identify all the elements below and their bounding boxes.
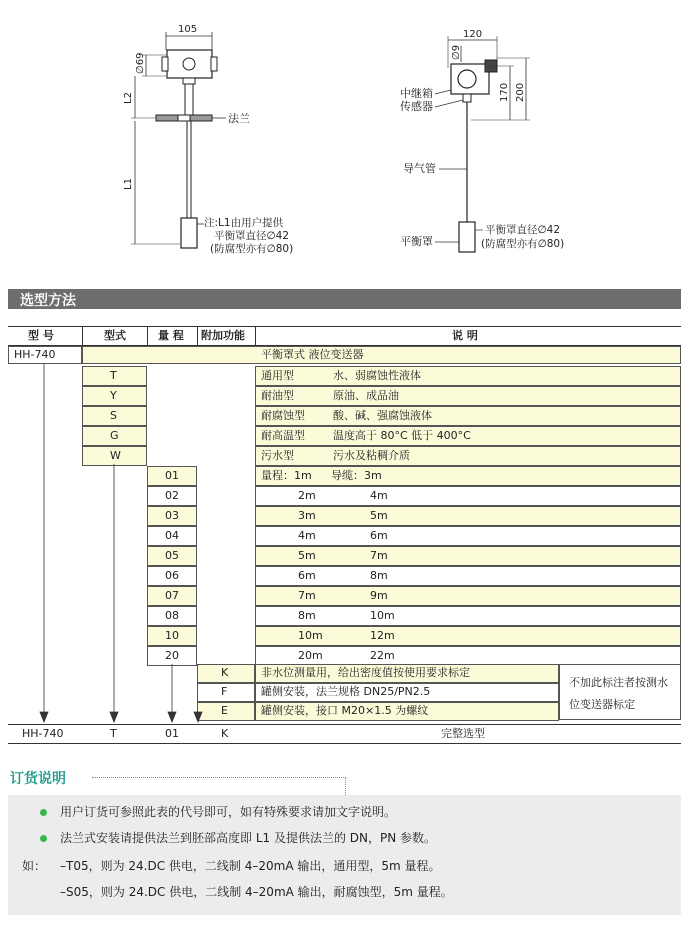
- range-code: 04: [165, 529, 179, 542]
- header-description: 说 明: [452, 329, 478, 342]
- cable-value: 6m: [370, 529, 388, 542]
- type-code: S: [110, 409, 117, 422]
- range-value: 2m: [298, 489, 316, 502]
- example-desc: 完整选型: [441, 727, 485, 740]
- range-value: 8m: [298, 609, 316, 622]
- type-code: G: [110, 429, 119, 442]
- func-desc: 非水位测量用，给出密度值按使用要求标定: [261, 666, 470, 679]
- order-bullet-1: 用户订货可参照此表的代号即可，如有特殊要求请加文字说明。: [60, 805, 397, 819]
- type-code: T: [110, 369, 117, 382]
- cable-value: 9m: [370, 589, 388, 602]
- sensor-label: 传感器: [400, 100, 433, 113]
- left-note-line3: (防腐型亦有∅80): [210, 243, 294, 255]
- type-name: 通用型: [261, 369, 294, 382]
- type-medium: 原油、成品油: [333, 389, 399, 402]
- relay-box-label: 中继箱: [400, 87, 433, 100]
- order-example-prefix: 如：: [22, 859, 47, 873]
- bullet-icon: [40, 835, 47, 842]
- range-value: 7m: [298, 589, 316, 602]
- side-note-line1: 不加此标注者按测水: [569, 676, 668, 689]
- range-code: 08: [165, 609, 179, 622]
- side-note-line2: 位变送器标定: [569, 698, 635, 711]
- left-note-line1: 注:L1由用户提供: [204, 217, 284, 229]
- dim-dia69-label: ∅69: [135, 52, 146, 74]
- dim-l2-label: L2: [123, 92, 134, 104]
- header-model: 型 号: [28, 329, 54, 342]
- func-code: F: [221, 685, 228, 698]
- range-label: 量程：1m: [261, 469, 312, 482]
- right-note-line1: 平衡罩直径∅42: [485, 224, 561, 236]
- range-code: 06: [165, 569, 179, 582]
- func-code: K: [221, 666, 229, 679]
- example-row: [8, 724, 681, 744]
- section-title: 选型方法: [20, 293, 76, 309]
- air-tube-label: 导气管: [403, 162, 436, 175]
- range-value: 4m: [298, 529, 316, 542]
- type-medium: 污水及粘稠介质: [333, 449, 410, 462]
- left-note-line2: 平衡罩直径∅42: [214, 230, 290, 242]
- range-code: 05: [165, 549, 179, 562]
- type-name: 耐油型: [261, 389, 294, 402]
- cable-value: 5m: [370, 509, 388, 522]
- model-desc: 平衡罩式 液位变送器: [261, 348, 364, 361]
- dim-170-label: 170: [499, 82, 510, 102]
- range-value: 10m: [298, 629, 323, 642]
- range-value: 20m: [298, 649, 323, 662]
- example-type: T: [110, 727, 117, 740]
- cable-label: 导缆：3m: [331, 469, 382, 482]
- type-name: 耐腐蚀型: [261, 409, 305, 422]
- dim-200-label: 200: [515, 82, 526, 102]
- range-code: 10: [165, 629, 179, 642]
- order-example-2: –S05，则为 24.DC 供电，二线制 4–20mA 输出，耐腐蚀型，5m 量程。: [60, 885, 453, 899]
- dim-105-label: 105: [178, 24, 198, 35]
- model-code: HH-740: [14, 348, 56, 361]
- range-code: 20: [165, 649, 179, 662]
- cable-value: 12m: [370, 629, 395, 642]
- header-range: 量 程: [158, 329, 184, 342]
- cable-value: 8m: [370, 569, 388, 582]
- cable-value: 4m: [370, 489, 388, 502]
- right-note-line2: (防腐型亦有∅80): [481, 238, 565, 250]
- cable-value: 7m: [370, 549, 388, 562]
- example-model: HH-740: [22, 727, 64, 740]
- order-bullet-2: 法兰式安装请提供法兰到胚部高度即 L1 及提供法兰的 DN，PN 参数。: [60, 831, 437, 845]
- header-type: 型式: [104, 329, 126, 342]
- type-code: W: [110, 449, 121, 462]
- bullet-icon: [40, 809, 47, 816]
- range-code: 07: [165, 589, 179, 602]
- type-medium: 温度高于 80°C 低于 400°C: [333, 429, 471, 442]
- range-code: 03: [165, 509, 179, 522]
- type-medium: 水、弱腐蚀性液体: [333, 369, 421, 382]
- range-value: 3m: [298, 509, 316, 522]
- balance-cover-label: 平衡罩: [400, 235, 433, 248]
- range-value: 5m: [298, 549, 316, 562]
- dim-dia9-label: ∅9: [451, 44, 462, 60]
- func-desc: 罐侧安装，法兰规格 DN25/PN2.5: [261, 685, 431, 698]
- range-value: 6m: [298, 569, 316, 582]
- cable-value: 22m: [370, 649, 395, 662]
- func-code: E: [221, 704, 228, 717]
- order-title: 订货说明: [10, 771, 66, 787]
- header-function: 附加功能: [201, 329, 245, 342]
- range-code: 02: [165, 489, 179, 502]
- type-name: 污水型: [261, 449, 294, 462]
- dim-120-label: 120: [463, 29, 483, 40]
- order-title-dotted-rule: [92, 777, 346, 778]
- dim-l1-label: L1: [123, 178, 134, 190]
- cable-value: 10m: [370, 609, 395, 622]
- type-name: 耐高温型: [261, 429, 305, 442]
- order-example-1: –T05，则为 24.DC 供电，二线制 4–20mA 输出，通用型，5m 量程。: [60, 859, 441, 873]
- func-desc: 罐侧安装，接口 M20×1.5 为螺纹: [261, 704, 429, 717]
- example-func: K: [221, 727, 229, 740]
- range-code: 01: [165, 469, 179, 482]
- example-range: 01: [165, 727, 179, 740]
- type-medium: 酸、碱、强腐蚀液体: [333, 409, 432, 422]
- type-code: Y: [110, 389, 117, 402]
- order-box: [8, 795, 681, 915]
- flange-label: 法兰: [228, 112, 250, 125]
